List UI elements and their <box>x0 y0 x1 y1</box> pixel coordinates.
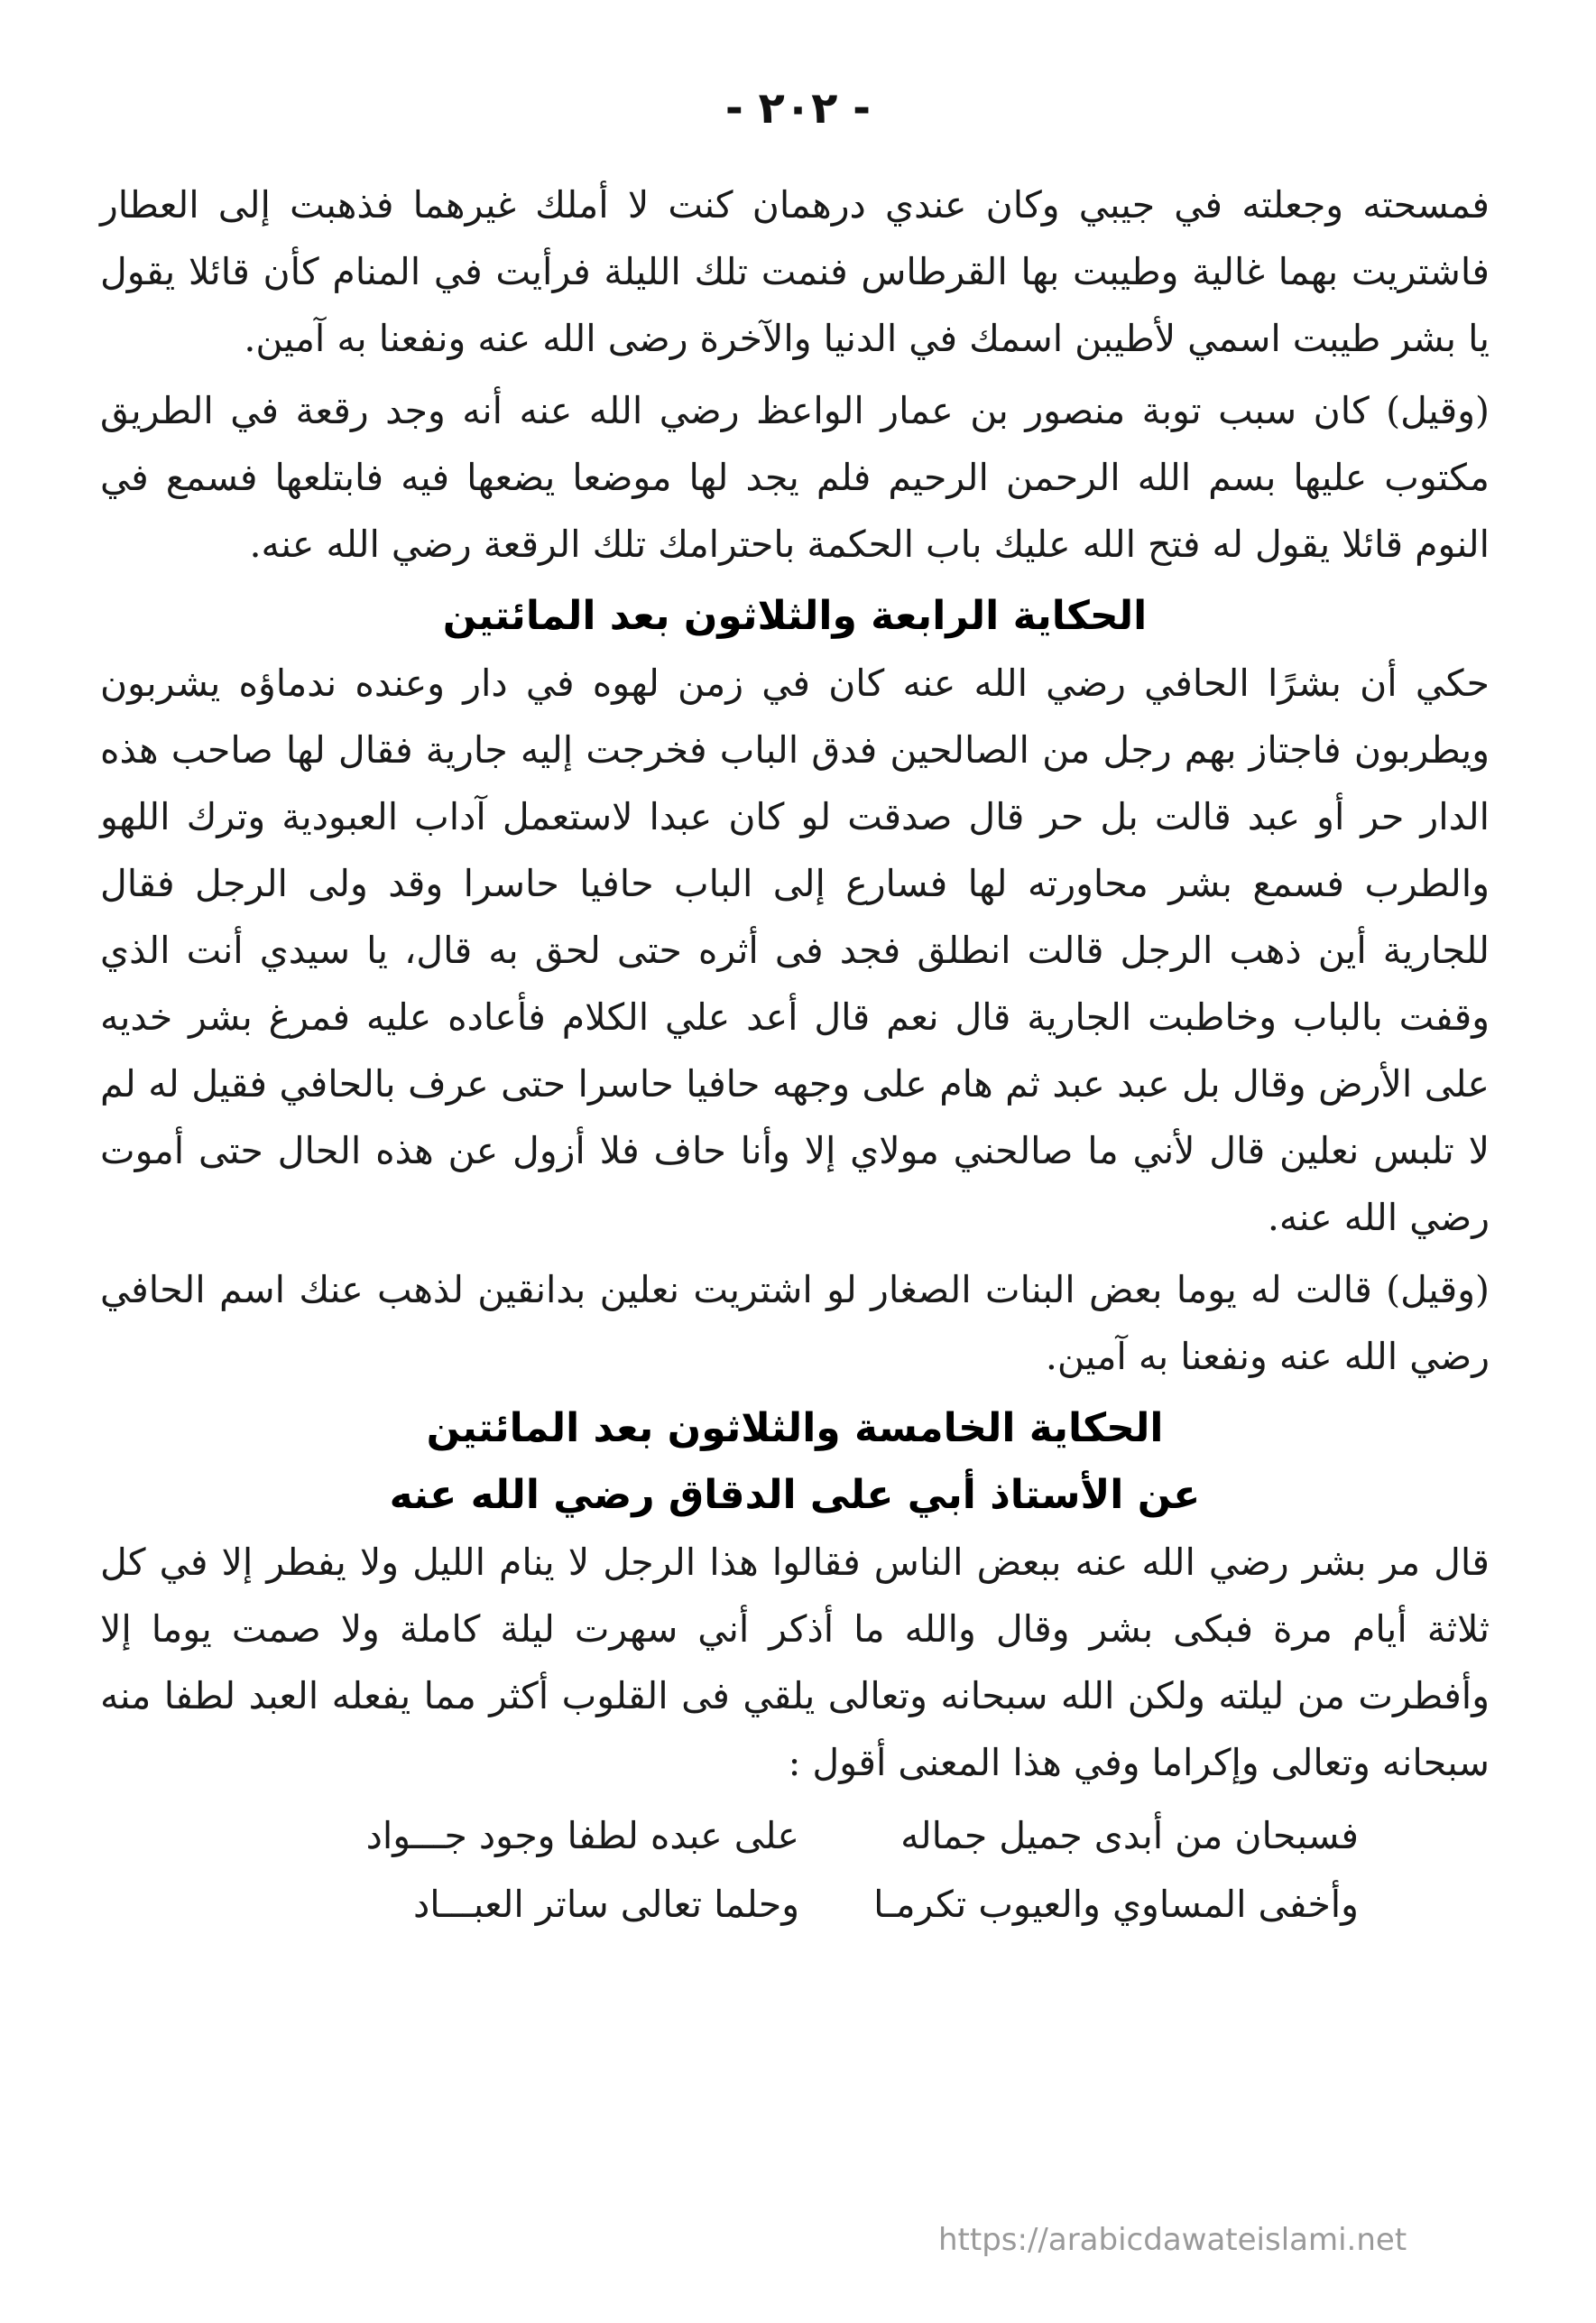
verse-second-hemistich: وحلما تعالى ساتر العبـــاد <box>412 1883 799 1926</box>
story-subheading: عن الأستاذ أبي على الدقاق رضي الله عنه <box>389 1472 1201 1518</box>
verse-second-hemistich: على عبده لطفا وجود جـــواد <box>365 1814 799 1857</box>
paragraph: قال مر بشر رضي الله عنه ببعض الناس فقالوا هذا الرجل لا ينام الليل ولا يفطر إلا في كل ثلاثة أيام مرة فبكى بشر وقال والله ما أذكر أني سهرت ليلة كاملة ولا صمت يوما إلا وأفطرت من ليلته ولكن الله سبحانه وتعالى يلقي فى القلوب أكثر مما يفعله العبد لطفا منه سبحانه وتعالى وإكراما وفي هذا المعنى أقول : <box>100 1541 1490 1784</box>
paragraph: (وقيل) قالت له يوما بعض البنات الصغار لو اشتريت نعلين بدانقين لذهب عنك اسم الحافي رضي الله عنه ونفعنا به آمين. <box>100 1268 1490 1378</box>
story-heading: الحكاية الخامسة والثلاثون بعد المائتين <box>426 1405 1164 1451</box>
verse-first-hemistich: وأخفى المساوي والعيوب تكرمـا <box>873 1883 1359 1926</box>
paragraph: فمسحته وجعلته في جيبي وكان عندي درهمان كنت لا أملك غيرهما فذهبت إلى العطار فاشتريت بهما غالية وطيبت بها القرطاس فنمت تلك الليلة فرأيت في المنام كأن قائلا يقول يا بشر طيبت اسمي لأطيبن اسمك في الدنيا والآخرة رضى الله عنه ونفعنا به آمين. <box>100 183 1490 360</box>
paragraph: حكي أن بشرًا الحافي رضي الله عنه كان في زمن لهوه في دار وعنده ندماؤه يشربون ويطربون فاجتاز بهم رجل من الصالحين فدق الباب فخرجت إليه جارية فقال لها صاحب هذه الدار حر أو عبد قالت بل حر قال صدقت لو كان عبدا لاستعمل آداب العبودية وترك اللهو والطرب فسمع بشر محاورته لها فسارع إلى الباب حافيا حاسرا وقد ولى الرجل فقال للجارية أين ذهب الرجل قالت انطلق فجد فى أثره حتى لحق به قال، يا سيدي أنت الذي وقفت بالباب وخاطبت الجارية قال نعم قال أعد علي الكلام فأعاده عليه فمرغ بشر خديه على الأرض وقال بل عبد عبد ثم هام على وجهه حافيا حاسرا حتى عرف بالحافي فقيل له لم لا تلبس نعلين قال لأني ما صالحني مولاي إلا وأنا حاف فلا أزول عن هذه الحال حتى أموت رضي الله عنه. <box>100 662 1490 1239</box>
poem-verse <box>100 1870 1359 1939</box>
page-body <box>100 171 1490 1939</box>
page-number: - ٢٠٢ - <box>724 83 872 134</box>
paragraph: (وقيل) كان سبب توبة منصور بن عمار الواعظ رضي الله عنه أنه وجد رقعة في الطريق مكتوب عليها بسم الله الرحمن الرحيم فلم يجد لها موضعا يضعها فيه فابتلعها فسمع في النوم قائلا يقول له فتح الله عليك باب الحكمة باحترامك تلك الرقعة رضي الله عنه. <box>100 389 1490 566</box>
website-watermark: https://arabicdawateislami.net <box>938 2222 1407 2258</box>
story-heading: الحكاية الرابعة والثلاثون بعد المائتين <box>442 593 1148 639</box>
poem <box>100 1801 1490 1939</box>
verse-first-hemistich: فسبحان من أبدى جميل جماله <box>900 1814 1359 1857</box>
poem-verse <box>100 1801 1359 1870</box>
